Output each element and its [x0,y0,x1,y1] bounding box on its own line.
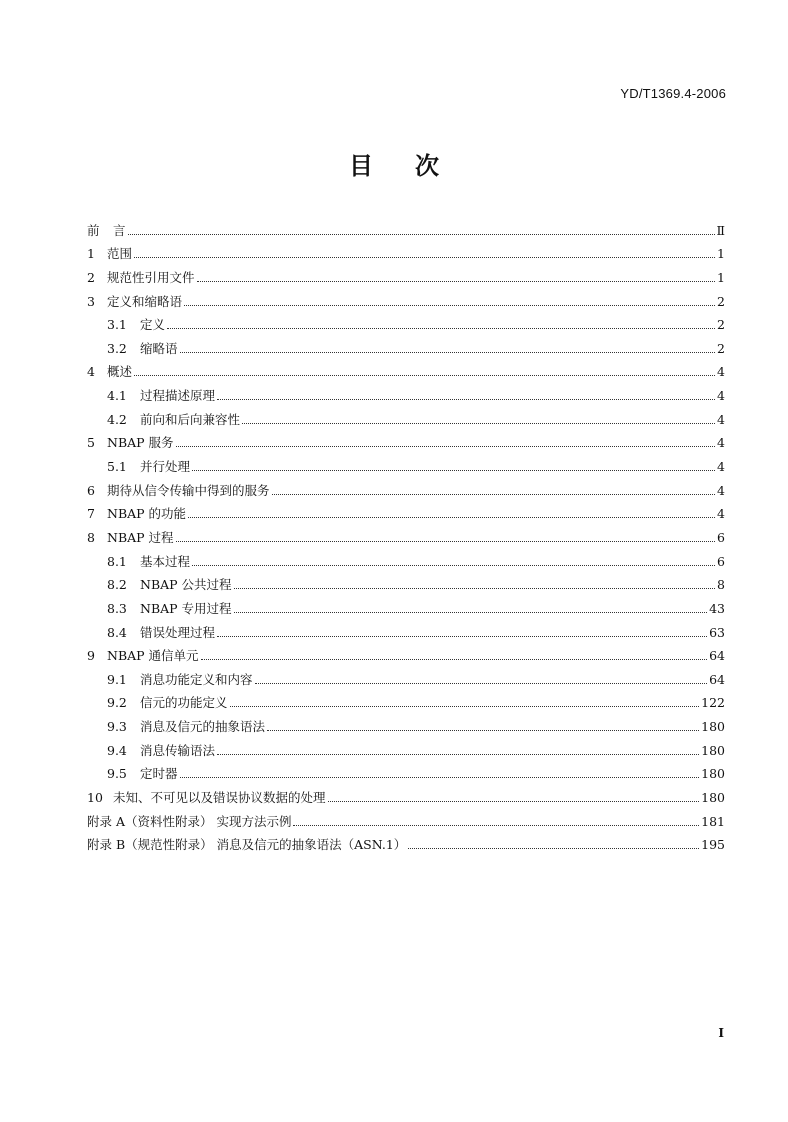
toc-entry-label: 信元的功能定义 [140,695,228,711]
toc-entry-label: 消息传输语法 [140,742,216,758]
toc-entry-page: 122 [701,695,725,711]
toc-entry[interactable] [87,569,725,593]
toc-entry[interactable] [87,214,725,238]
toc-entry-page: 180 [701,790,725,806]
toc-entry-number: 3.1 [107,317,127,333]
toc-entry-number: 7 [87,506,95,522]
toc-entry-page: 64 [709,671,725,687]
toc-entry-page: 63 [709,624,725,640]
toc-entry-number: 10 [87,790,103,806]
dot-leader [217,636,707,637]
toc-entry-page: 180 [701,742,725,758]
dot-leader [176,541,716,542]
dot-leader [188,517,715,518]
toc-entry-label: 期待从信令传输中得到的服务 [107,482,270,498]
toc-entry-label: NBAP 服务 [107,435,174,451]
toc-entry-label: 过程描述原理 [140,388,216,404]
toc-entry-page: 2 [717,293,725,309]
dot-leader [272,494,716,495]
toc-entry-label: 缩略语 [140,340,178,356]
toc-entry-page: 43 [709,600,725,616]
toc-entry-page: 181 [701,813,725,829]
toc-entry-label: 消息及信元的抽象语法 [140,719,266,735]
toc-entry-number: 4.1 [107,388,127,404]
dot-leader [217,399,715,400]
dot-leader [234,612,708,613]
dot-leader [197,281,716,282]
toc-entry[interactable] [87,829,725,853]
toc-entry-label: 言 [113,222,126,238]
toc-entry-number: 8.4 [107,624,127,640]
toc-entry-number: 9.2 [107,695,127,711]
dot-leader [267,730,699,731]
toc-entry[interactable] [87,238,725,262]
toc-entry-label: 定义 [140,317,166,333]
toc-entry-page: 180 [701,766,725,782]
toc-entry-label: 附录 A（资料性附录） 实现方法示例 [87,813,292,829]
dot-leader [192,470,715,471]
toc-entry[interactable] [87,687,725,711]
page-number: I [718,1026,724,1040]
toc-entry[interactable] [87,663,725,687]
toc-entry[interactable] [87,545,725,569]
toc-entry-label: 定义和缩略语 [107,293,183,309]
toc-entry-number: 3 [87,293,95,309]
toc-entry[interactable] [87,640,725,664]
toc-entry-label: 错误处理过程 [140,624,216,640]
toc-entry-page: 1 [717,246,725,262]
toc-entry-page: 4 [717,388,725,404]
toc-entry-label: 规范性引用文件 [107,269,195,285]
toc-entry-number: 9 [87,648,95,664]
toc-entry[interactable] [87,285,725,309]
toc-entry-label: NBAP 专用过程 [140,600,232,616]
toc-entry-page: 2 [717,340,725,356]
toc-entry-number: 前 [87,222,100,238]
dot-leader [184,305,715,306]
toc-entry-label: 并行处理 [140,459,191,475]
toc-entry[interactable] [87,498,725,522]
toc-entry-number: 6 [87,482,95,498]
dot-leader [167,328,715,329]
toc-entry-label: 消息功能定义和内容 [140,671,253,687]
toc-entry-number: 8.3 [107,600,127,616]
toc-entry-page: 6 [717,553,725,569]
dot-leader [255,683,708,684]
toc-entry-page: 8 [717,577,725,593]
toc-entry-label: 基本过程 [140,553,191,569]
toc-entry[interactable] [87,332,725,356]
dot-leader [293,825,699,826]
dot-leader [201,659,708,660]
toc-entry[interactable] [87,450,725,474]
dot-leader [234,588,716,589]
toc-entry[interactable] [87,592,725,616]
standard-code: YD/T1369.4-2006 [620,86,726,101]
toc-entry-number: 8.2 [107,577,127,593]
toc-entry-page: 4 [717,506,725,522]
toc-entry-page: 2 [717,317,725,333]
toc-entry-number: 1 [87,246,95,262]
toc-entry-label: NBAP 的功能 [107,506,187,522]
toc-entry-label: 概述 [107,364,133,380]
toc-entry-page: 4 [717,459,725,475]
toc-entry[interactable] [87,521,725,545]
toc-entry-number: 3.2 [107,340,127,356]
toc-entry-label: NBAP 过程 [107,529,174,545]
toc-entry-page: 6 [717,529,725,545]
toc-entry-page: 64 [709,648,725,664]
dot-leader [180,777,700,778]
toc-entry-number: 9.5 [107,766,127,782]
page-title [0,146,788,181]
dot-leader [408,848,699,849]
toc-entry-label: NBAP 公共过程 [140,577,232,593]
toc-entry-label: 定时器 [140,766,178,782]
toc-entry-number: 8.1 [107,553,127,569]
dot-leader [176,446,716,447]
toc-entry[interactable] [87,616,725,640]
table-of-contents [87,214,725,852]
toc-entry-number: 5 [87,435,95,451]
toc-entry[interactable] [87,474,725,498]
toc-entry[interactable] [87,734,725,758]
toc-entry-number: 4.2 [107,411,127,427]
dot-leader [217,754,699,755]
toc-entry-number: 5.1 [107,459,127,475]
dot-leader [230,706,700,707]
title-char-1: 目 [349,152,373,180]
toc-entry[interactable] [87,758,725,782]
toc-entry-label: 附录 B（规范性附录） 消息及信元的抽象语法（ASN.1） [87,837,407,853]
toc-entry[interactable] [87,261,725,285]
toc-entry-number: 8 [87,529,95,545]
toc-entry[interactable] [87,710,725,734]
toc-entry-page: 1 [717,269,725,285]
toc-entry[interactable] [87,403,725,427]
toc-entry-number: 9.1 [107,671,127,687]
dot-leader [328,801,700,802]
toc-entry-page: Ⅱ [716,222,725,238]
toc-entry-page: 195 [701,837,725,853]
toc-entry[interactable] [87,805,725,829]
toc-entry-label: 范围 [107,246,133,262]
toc-entry[interactable] [87,309,725,333]
dot-leader [128,234,715,235]
toc-entry-page: 180 [701,719,725,735]
dot-leader [134,375,715,376]
toc-entry-number: 9.4 [107,742,127,758]
dot-leader [134,257,715,258]
dot-leader [192,565,715,566]
toc-entry-page: 4 [717,364,725,380]
toc-entry-number: 4 [87,364,95,380]
toc-entry[interactable] [87,379,725,403]
toc-entry-number: 2 [87,269,95,285]
toc-entry-label: NBAP 通信单元 [107,648,199,664]
toc-entry-label: 未知、不可见以及错误协议数据的处理 [113,790,326,806]
toc-entry-page: 4 [717,482,725,498]
toc-entry[interactable] [87,427,725,451]
title-char-2: 次 [415,152,439,180]
dot-leader [180,352,716,353]
toc-entry-page: 4 [717,411,725,427]
toc-entry-label: 前向和后向兼容性 [140,411,241,427]
toc-entry-page: 4 [717,435,725,451]
toc-entry[interactable] [87,356,725,380]
toc-entry-number: 9.3 [107,719,127,735]
dot-leader [242,423,715,424]
toc-entry[interactable] [87,781,725,805]
